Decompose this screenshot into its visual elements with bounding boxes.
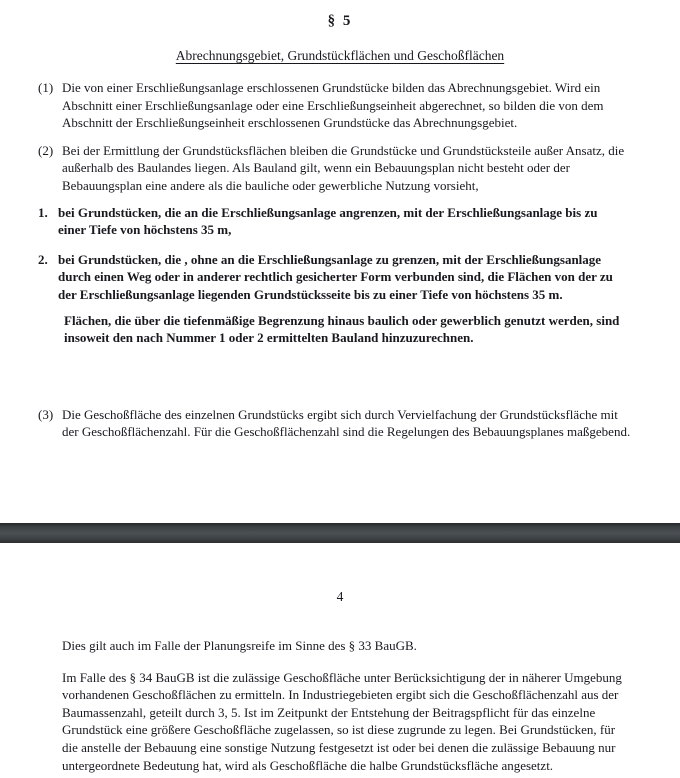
paragraph-text: Die von einer Erschließungsanlage erschlossenen Grundstücke bilden das Abrechnungsgebiet. Wird ein Abschnitt einer Erschließungsanlage oder eine Erschließungseinheit abgerechnet, so bilden die von dem Abschnitt der Erschließungseinheit erschlossenen Grundstücke das Abrechnungsgebiet. xyxy=(62,80,604,131)
list-item-1 xyxy=(38,204,650,239)
paragraph-marker: (1) xyxy=(38,80,54,95)
paragraph-text: Dies gilt auch im Falle der Planungsreife im Sinne des § 33 BauGB. xyxy=(62,638,417,653)
supplement-paragraph xyxy=(64,312,650,347)
paragraph-marker: (2) xyxy=(38,142,54,158)
paragraph-planungsreife xyxy=(62,637,650,655)
section-title: § 5 xyxy=(327,13,353,29)
section-heading: Abrechnungsgebiet, Grundstückflächen und Geschoßflächen xyxy=(175,48,505,63)
list-item-marker: 2. xyxy=(38,251,48,267)
paragraph-text: Im Falle des § 34 BauGB ist die zulässige Geschoßfläche unter Berücksichtigung der in näherer Umgebung vorhandenen Geschoßflächen zu ermitteln. In Industriegebieten ergibt sich die Geschoßflächenzahl aus der Baumassenzahl, geteilt durch 3, 5. Ist im Zeitpunkt der Entstehung der Beitragspflicht für das einzelne Grundstück eine größere Geschoßfläche zugelassen, so ist diese zugrunde zu legen. Bei Grundstücken, für die anstelle der Bebauung eine sonstige Nutzung festgesetzt ist oder bei denen die zulässige Bebauung nur untergeordnete Bedeutung hat, wird als Geschoßfläche die halbe Grundstücksfläche angesetzt. xyxy=(62,669,622,773)
page-number: 4 xyxy=(336,589,344,604)
page-body xyxy=(38,79,650,441)
paragraph-1 xyxy=(38,79,650,132)
paragraph-marker: (3) xyxy=(38,406,54,422)
list-item-2 xyxy=(38,251,650,304)
document-page-4 xyxy=(0,543,680,778)
paragraph-text: Die Geschoßfläche des einzelnen Grundstücks ergibt sich durch Vervielfachung der Grundstücksfläche mit der Geschoßflächenzahl. Für die Geschoßflächenzahl sind die Regelungen des Bebauungsplanes maßgebend. xyxy=(62,406,631,440)
paragraph-baugb-34 xyxy=(62,669,650,775)
list-item-marker: 1. xyxy=(38,204,48,220)
paragraph-3 xyxy=(38,406,650,441)
supplement-paragraph-text: Flächen, die über die tiefenmäßige Begrenzung hinaus baulich oder gewerblich genutzt werden, sind insoweit den nach Nummer 1 oder 2 ermittelten Bauland hinzuzurechnen. xyxy=(64,312,620,346)
list-item-text: bei Grundstücken, die , ohne an die Erschließungsanlage zu grenzen, mit der Erschließungsanlage durch einen Weg oder in anderer rechtlich gesicherter Form verbunden sind, die Flächen von der zu der Erschließungsanlage liegenden Grundstücksseite bis zu einer Tiefe von höchstens 35 m. xyxy=(58,251,613,302)
paragraph-2 xyxy=(38,142,650,195)
list-item-text: bei Grundstücken, die an die Erschließungsanlage angrenzen, mit der Erschließungsanlage bis zu einer Tiefe von höchstens 35 m, xyxy=(58,204,598,238)
page-body xyxy=(38,637,650,774)
pdf-page-gap-bar xyxy=(0,523,680,543)
paragraph-text: Bei der Ermittlung der Grundstücksflächen bleiben die Grundstücke und Grundstücksteile außer Ansatz, die außerhalb des Baulandes liegen. Als Bauland gilt, wenn ein Bebauungsplan nicht besteht oder der Bebauungsplan eine andere als die bauliche oder gewerbliche Nutzung vorsieht, xyxy=(62,142,625,193)
